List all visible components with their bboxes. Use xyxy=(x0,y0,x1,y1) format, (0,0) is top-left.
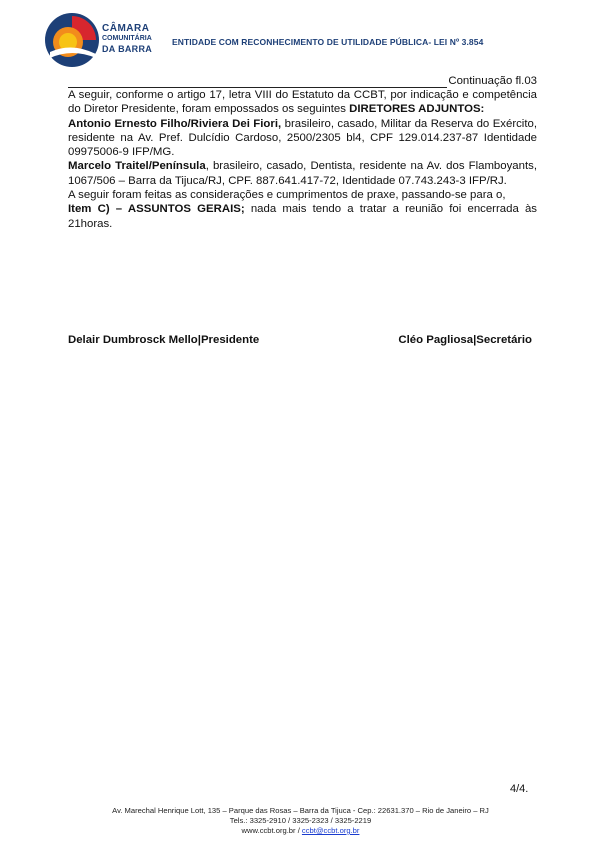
p2-text: brasileiro, casado, Militar da Reserva do Exército, residente na Av. Pref. Dulcídio Cardoso, 2500/2305 bl4, CPF 129.014.237-87 Identidade 09975006-9 IFP/MG. xyxy=(68,117,537,159)
p2-bold: Antonio Ernesto Filho/Riviera Dei Fiori, xyxy=(68,117,282,130)
footer xyxy=(0,806,601,836)
paragraph-marcelo xyxy=(68,159,537,188)
p5-text: nada mais tendo a tratar a reunião foi encerrada às 21horas. xyxy=(68,203,537,230)
letterhead xyxy=(44,12,564,72)
p4-text: A seguir foram feitas as considerações e cumprimentos de praxe, passando-se para o, xyxy=(68,189,506,202)
paragraph-considerations xyxy=(68,188,537,202)
p5-bold: Item C) – ASSUNTOS GERAIS; xyxy=(68,203,245,216)
footer-address: Av. Marechal Henrique Lott, 135 – Parque das Rosas – Barra da Tijuca - Cep.: 22631.370 – Rio de Janeiro – RJ xyxy=(112,806,489,815)
footer-email-link[interactable]: ccbt@ccbt.org.br xyxy=(301,826,360,835)
footer-website: www.ccbt.org.br xyxy=(241,826,296,835)
logo-line-1: CÂMARA xyxy=(102,23,150,34)
continuation-label: Continuação fl.03 xyxy=(448,74,537,87)
minutes-body xyxy=(68,73,537,231)
p3-text: , brasileiro, casado, Dentista, residente na Av. dos Flamboyants, 1067/506 – Barra da Tijuca/RJ, CPF. 887.641.417-72, Identidade 07.743.243-3 IFP/RJ. xyxy=(68,160,537,187)
ccbt-logo-icon xyxy=(44,12,100,68)
p1-text: A seguir, conforme o artigo 17, letra VIII do Estatuto da CCBT, por indicação e competência do Diretor Presidente, foram empossados os seguintes xyxy=(68,89,537,116)
continuation-rule xyxy=(68,77,447,88)
logo-wordmark xyxy=(102,24,152,54)
continuation-line xyxy=(68,73,537,88)
signature-secretary: Cléo Pagliosa|Secretário xyxy=(398,334,532,346)
footer-phones: Tels.: 3325-2910 / 3325-2323 / 3325-2219 xyxy=(229,816,372,825)
footer-contacts xyxy=(0,826,601,836)
p3-bold: Marcelo Traitel/Península xyxy=(68,160,206,173)
entity-subtitle: ENTIDADE COM RECONHECIMENTO DE UTILIDADE PÚBLICA- LEI Nº 3.854 xyxy=(172,37,484,47)
logo-line-3: DA BARRA xyxy=(102,44,153,54)
page-number: 4/4. xyxy=(510,783,529,795)
paragraph-antonio xyxy=(68,117,537,160)
signature-president: Delair Dumbrosck Mello|Presidente xyxy=(68,334,260,346)
paragraph-closing xyxy=(68,202,537,231)
p1-bold: DIRETORES ADJUNTOS: xyxy=(349,103,485,116)
paragraph-directors xyxy=(68,88,537,117)
footer-separator: / xyxy=(295,826,302,835)
logo-line-2: COMUNITÁRIA xyxy=(102,35,152,42)
